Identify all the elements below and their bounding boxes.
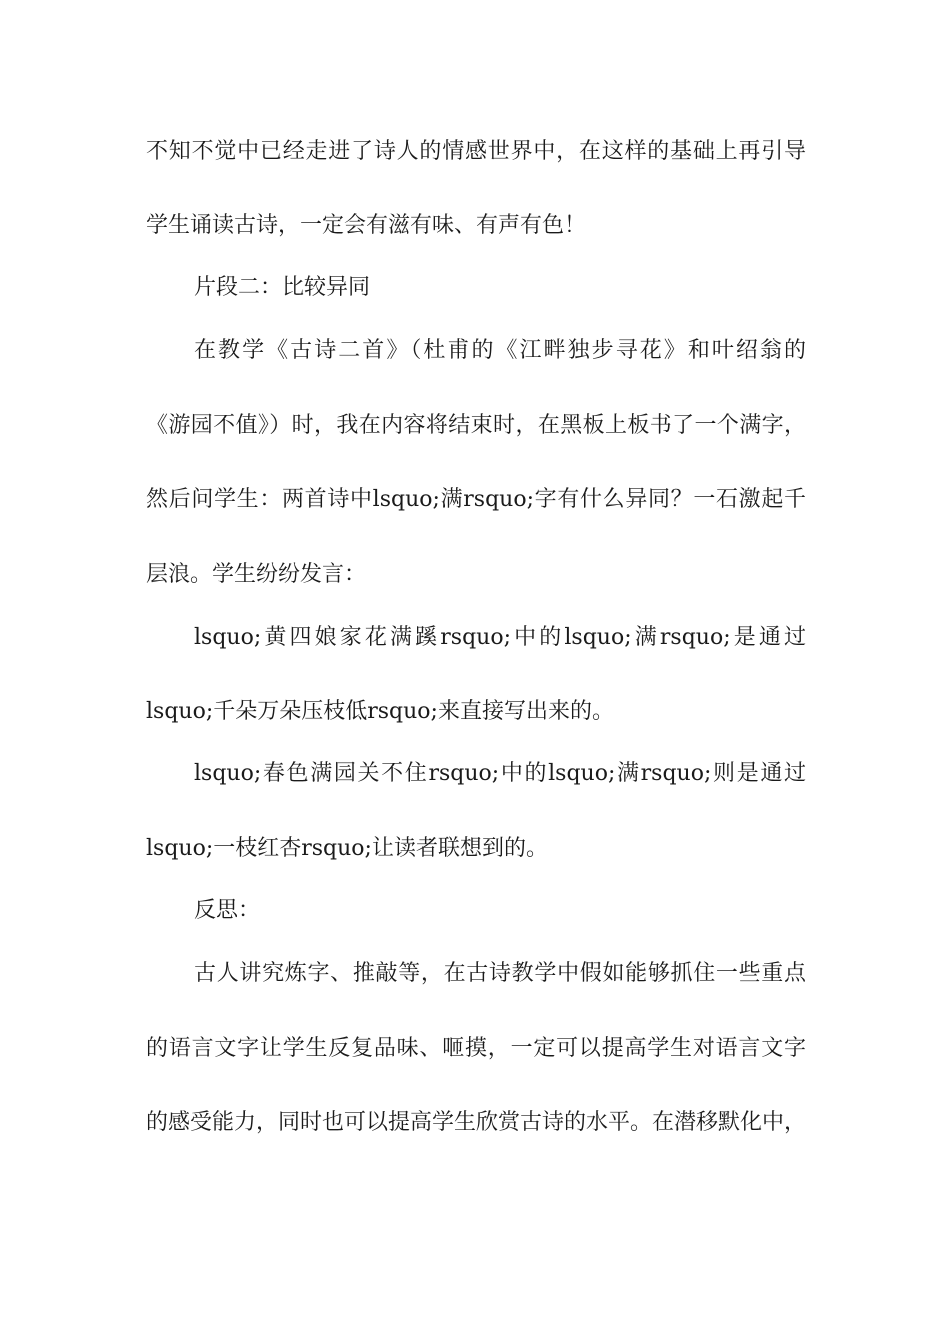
- quote-line-1: lsquo;黄四娘家花满蹊rsquo;中的lsquo;满rsquo;是通过: [194, 625, 806, 650]
- quote-line-3: lsquo;春色满园关不住rsquo;中的lsquo;满rsquo;则是通过: [194, 761, 806, 786]
- text-line-4: 在教学《古诗二首》（杜甫的《江畔独步寻花》和叶绍翁的: [194, 338, 806, 363]
- section-heading: 片段二：比较异同: [194, 275, 371, 300]
- quote-line-4: lsquo;一枝红杏rsquo;让读者联想到的。: [146, 836, 548, 861]
- reflection-line-2: 的语言文字让学生反复品味、咂摸，一定可以提高学生对语言文字: [146, 1036, 806, 1061]
- reflection-line-1: 古人讲究炼字、推敲等，在古诗教学中假如能够抓住一些重点: [194, 961, 806, 986]
- quote-line-2: lsquo;千朵万朵压枝低rsquo;来直接写出来的。: [146, 699, 614, 724]
- reflection-line-3: 的感受能力，同时也可以提高学生欣赏古诗的水平。在潜移默化中，: [146, 1110, 807, 1135]
- text-line-2: 学生诵读古诗，一定会有滋有味、有声有色！: [146, 213, 587, 238]
- text-line-7: 层浪。学生纷纷发言：: [146, 562, 367, 587]
- text-line-1: 不知不觉中已经走进了诗人的情感世界中，在这样的基础上再引导: [146, 139, 806, 164]
- text-line-6: 然后问学生：两首诗中lsquo;满rsquo;字有什么异同？一石激起千: [146, 487, 806, 512]
- reflection-heading: 反思：: [194, 898, 261, 923]
- text-line-5: 《游园不值》）时，我在内容将结束时，在黑板上板书了一个满字，: [146, 413, 806, 438]
